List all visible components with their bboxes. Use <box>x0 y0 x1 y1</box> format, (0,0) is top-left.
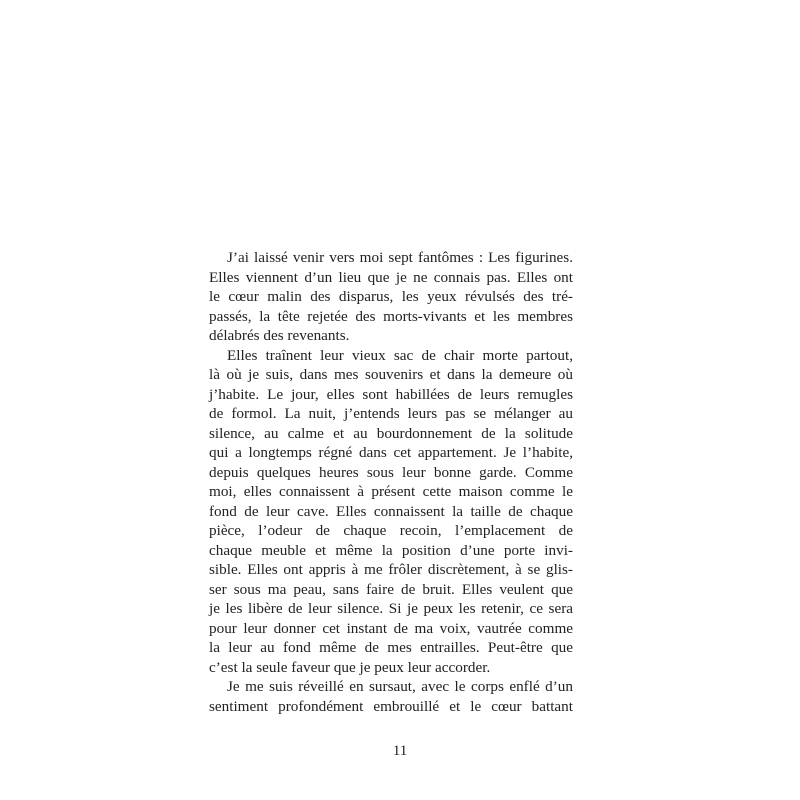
text-line: sible. Elles ont appris à me frôler discrètement, à se glis- <box>209 561 573 578</box>
text-line: pour leur donner cet instant de ma voix, vautrée comme <box>209 619 573 637</box>
text-line: J’ai laissé venir vers moi sept fantômes : Les figurines. <box>227 249 573 266</box>
text-line: sentiment profondément embrouillé et le cœur battant <box>209 697 573 715</box>
paragraph-2 <box>209 346 573 678</box>
text-line: de formol. La nuit, j’entends leurs pas se mélanger au <box>209 405 573 422</box>
body-text <box>209 248 573 716</box>
text-line: Elles traînent leur vieux sac de chair morte partout, <box>227 346 573 364</box>
text-line: fond de leur cave. Elles connaissent la taille de chaque <box>209 502 573 520</box>
text-line: moi, elles connaissent à présent cette maison comme le <box>209 483 573 500</box>
paragraph-3 <box>209 677 573 716</box>
page-number: 11 <box>392 742 408 759</box>
text-line: Je me suis réveillé en sursaut, avec le corps enflé d’un <box>227 678 573 695</box>
paragraph-1 <box>209 248 573 346</box>
text-line: passés, la tête rejetée des morts-vivants et les membres <box>209 307 573 325</box>
text-line: c’est la seule faveur que je peux leur accorder. <box>209 658 491 676</box>
text-line: j’habite. Le jour, elles sont habillées de leurs remugles <box>209 385 573 403</box>
text-line: depuis quelques heures sous leur bonne garde. Comme <box>209 463 573 481</box>
text-line: le cœur malin des disparus, les yeux révulsés des tré- <box>209 288 573 305</box>
text-line: chaque meuble et même la position d’une porte invi- <box>209 541 573 559</box>
text-line: Elles viennent d’un lieu que je ne connais pas. Elles ont <box>209 268 573 286</box>
text-line: pièce, l’odeur de chaque recoin, l’emplacement de <box>209 522 573 539</box>
text-line: je les libère de leur silence. Si je peux les retenir, ce sera <box>209 600 573 617</box>
text-line: ser sous ma peau, sans faire de bruit. Elles veulent que <box>209 580 573 598</box>
text-line: qui a longtemps régné dans cet appartement. Je l’habite, <box>209 444 573 461</box>
text-line: la leur au fond même de mes entrailles. Peut-être que <box>209 639 573 656</box>
text-line: silence, au calme et au bourdonnement de la solitude <box>209 424 573 442</box>
text-line: là où je suis, dans mes souvenirs et dans la demeure où <box>209 366 573 383</box>
text-line: délabrés des revenants. <box>209 327 350 344</box>
